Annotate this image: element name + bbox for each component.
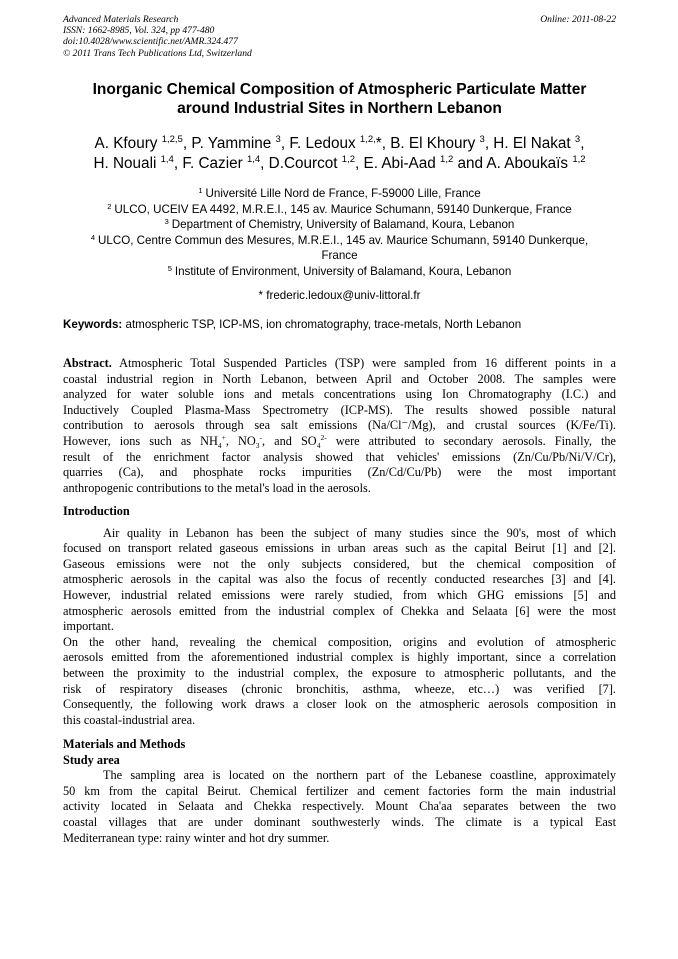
author-name: and A. Aboukaïs	[453, 155, 573, 172]
author-affil: 1,2	[440, 154, 454, 165]
body-line: However, industrial related emissions were rarely studied, from which GHG emissions [5] and	[63, 587, 616, 602]
body-line: Air quality in Lebanon has been the subject of many studies since the 90's, most of which	[103, 525, 616, 540]
abstract-line: Inductively Coupled Plasma-Mass Spectrometry (ICP-MS). The results showed possible natural	[63, 402, 616, 417]
title-line-2: around Industrial Sites in Northern Lebanon	[177, 100, 502, 117]
author-name: *, B. El Khoury	[375, 135, 480, 152]
author-list	[63, 134, 616, 174]
body-line: Consequently, the following work draws a closer look on the atmospheric aerosols composition in	[63, 697, 616, 712]
body-line: 50 km from the capital Beirut. Chemical fertilizer and cement factories form the main industrial	[63, 783, 616, 798]
body-line: between the proximity to the industrial complex, the exposure to atmospheric pollutants, and the	[63, 665, 616, 680]
author-name: , E. Abi-Aad	[355, 155, 441, 172]
author-name: H. Nouali	[93, 155, 161, 172]
abstract-line: contribution to aerosols through sea salt emissions (Na/Cl⁻/Mg), and crustal sources (K/Fe/Ti).	[63, 418, 616, 433]
introduction-paragraph-2	[63, 635, 616, 729]
abstract-line: Abstract. Atmospheric Total Suspended Particles (TSP) were sampled from 16 different points in a	[63, 356, 616, 370]
title-line-1: Inorganic Chemical Composition of Atmospheric Particulate Matter	[92, 81, 587, 98]
methods-section	[63, 737, 616, 846]
body-line: atmospheric aerosols in the capital was also the focus of recently conducted researches [3] and [4].	[63, 572, 616, 587]
author-affil: 1,2	[341, 154, 355, 165]
author-affil: 1,2,	[359, 134, 376, 145]
author-name: , D.Courcot	[260, 155, 342, 172]
author-affil: 3	[574, 134, 581, 145]
author-affil: 1,2	[572, 154, 586, 165]
section-heading: Materials and Methods	[63, 737, 186, 751]
journal-header	[63, 14, 616, 59]
abstract-line: quarries (Ca), and phosphate rocks impurities (Zn/Cd/Cu/Pb) were the most important	[63, 465, 616, 480]
body-line: atmospheric aerosols emitted from the industrial complex of Chekka and Selaata [6] were the most	[63, 603, 616, 618]
body-line: this coastal-industrial area.	[63, 712, 196, 727]
author-name: ,	[580, 135, 585, 152]
body-line: On the other hand, revealing the chemical composition, origins and evolution of atmospheric	[63, 634, 616, 649]
introduction-paragraph-1	[63, 526, 616, 635]
body-line: Mediterranean type: rainy winter and hot dry summer.	[63, 830, 330, 845]
author-name: A. Kfoury	[94, 135, 162, 152]
author-affil: 3	[479, 134, 485, 145]
author-name: , F. Ledoux	[280, 135, 360, 152]
online-date: Online: 2011-08-22	[540, 14, 616, 25]
journal-doi: doi:10.4028/www.scientific.net/AMR.324.477	[63, 36, 238, 48]
subsection-heading: Study area	[63, 752, 120, 767]
affiliation-item: $^3$ Department of Chemistry, University of Balamand, Koura, Lebanon	[164, 217, 515, 232]
affiliation-item: France	[321, 249, 358, 263]
affiliation-item: $^5$ Institute of Environment, University of Balamand, Koura, Lebanon	[167, 263, 512, 278]
body-line: aerosols emitted from the aforementioned industrial complex is highly important, since a correlation	[63, 650, 616, 665]
body-line: important.	[63, 619, 114, 634]
affiliation-item: $^4$ ULCO, Centre Commun des Mesures, M.R.E.I., 145 av. Maurice Schumann, 59140 Dunkerque,	[90, 232, 589, 247]
body-line: risk of respiratory diseases (chronic bronchitis, asthma, wheeze, etc…) was verified [7].	[63, 681, 616, 696]
keywords-text: atmospheric TSP, ICP-MS, ion chromatography, trace-metals, North Lebanon	[122, 318, 522, 331]
body-line: coastal villages that are under dominant southwesterly winds. The climate is a typical East	[63, 814, 616, 829]
author-affil: 1,4	[160, 154, 174, 165]
paper-title	[63, 80, 616, 118]
body-line: The sampling area is located on the northern part of the Lebanese coastline, approximately	[103, 768, 616, 783]
study-area-paragraph	[63, 768, 616, 846]
abstract-line: analyzed for water soluble ions and metals concentrations using Ion Chromatography (I.C.) and	[63, 387, 616, 402]
author-line-2	[63, 154, 616, 174]
abstract-label: Abstract.	[63, 356, 112, 370]
body-line: activity located in Selaata and Chekka respectively. Mount Cha'aa separates between the two	[63, 799, 616, 814]
abstract	[63, 356, 616, 496]
affiliation-item: $^2$ ULCO, UCEIV EA 4492, M.R.E.I., 145 av. Maurice Schumann, 59140 Dunkerque, France	[107, 201, 572, 216]
journal-copyright: © 2011 Trans Tech Publications Ltd, Switzerland	[63, 47, 252, 59]
journal-name: Advanced Materials Research	[63, 14, 179, 25]
body-line: focused on transport related gaseous emissions in urban areas such as the capital Beirut [1] and [2].	[63, 541, 616, 556]
body-line: Gaseous emissions were not the only subjects considered, but the chemical composition of	[63, 556, 616, 571]
keywords	[63, 318, 616, 331]
section-heading: Introduction	[63, 504, 130, 518]
abstract-line: anthropogenic contributions to the metal's load in the aerosols.	[63, 480, 371, 495]
author-name: , F. Cazier	[173, 155, 247, 172]
corresponding-email[interactable]: * frederic.ledoux@univ-littoral.fr	[258, 289, 421, 302]
affiliation-list	[63, 186, 616, 280]
introduction-section	[63, 504, 616, 728]
keywords-label: Keywords:	[63, 318, 123, 331]
author-affil: 1,2,5	[161, 134, 183, 145]
affiliation-item: $^1$ Université Lille Nord de France, F-59000 Lille, France	[198, 186, 481, 200]
author-line-1	[63, 134, 616, 154]
author-name: , H. El Nakat	[484, 135, 575, 152]
journal-issn: ISSN: 1662-8985, Vol. 324, pp 477-480	[63, 25, 215, 37]
author-name: , P. Yammine	[182, 135, 276, 152]
abstract-line: coastal industrial region in North Lebanon, between April and October 2008. The samples were	[63, 371, 616, 386]
author-affil: 3	[275, 134, 281, 145]
abstract-line: result of the enrichment factor analysis showed that vehicles' emissions (Zn/Cu/Pb/Ni/V/Cr),	[63, 449, 616, 464]
author-affil: 1,4	[246, 154, 261, 165]
abstract-line-ions: However, ions such as $NH_4^+$, $NO_3^-$, and $SO_4^{2-}$ were attributed to secondary aerosols. Finally, the	[63, 432, 616, 450]
